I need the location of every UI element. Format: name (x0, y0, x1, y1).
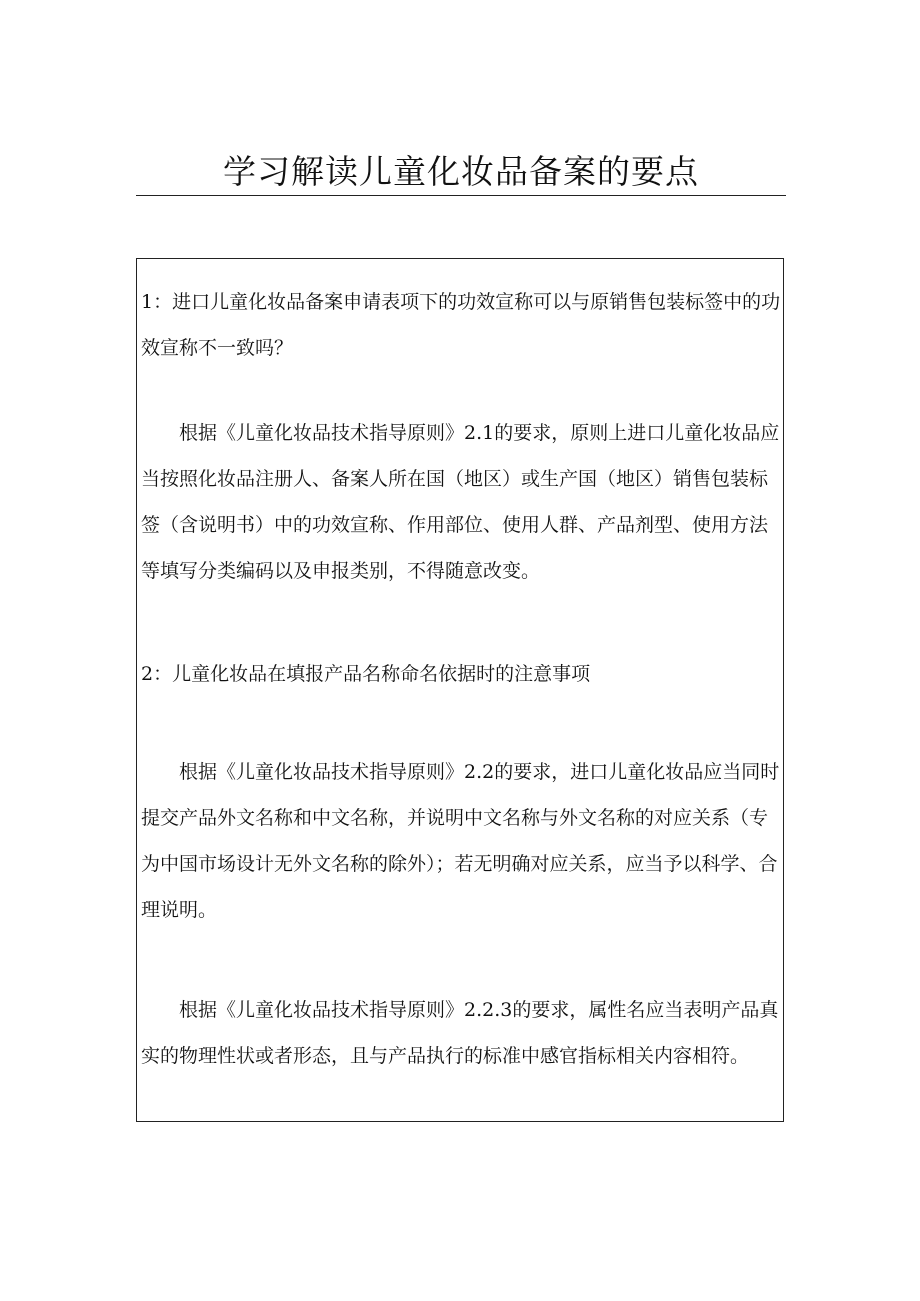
question-1: 1：进口儿童化妆品备案申请表项下的功效宣称可以与原销售包装标签中的功效宣称不一致吗？ (141, 291, 781, 359)
answer-3: 根据《儿童化妆品技术指导原则》2.2.3的要求，属性名应当表明产品真实的物理性状或者形态，且与产品执行的标准中感官指标相关内容相符。 (141, 999, 779, 1067)
page-title: 学习解读儿童化妆品备案的要点 (223, 152, 699, 191)
answer-2: 根据《儿童化妆品技术指导原则》2.2的要求，进口儿童化妆品应当同时提交产品外文名称和中文名称，并说明中文名称与外文名称的对应关系（专为中国市场设计无外文名称的除外）；若无明确对应关系，应当予以科学、合理说明。 (141, 761, 780, 921)
answer-1: 根据《儿童化妆品技术指导原则》2.1的要求，原则上进口儿童化妆品应当按照化妆品注册人、备案人所在国（地区）或生产国（地区）销售包装标签（含说明书）中的功效宣称、作用部位、使用人群、产品剂型、使用方法等填写分类编码以及申报类别，不得随意改变。 (141, 422, 780, 582)
content-box (136, 258, 784, 1122)
question-2: 2：儿童化妆品在填报产品名称命名依据时的注意事项 (141, 663, 591, 685)
title-underline (136, 195, 786, 196)
